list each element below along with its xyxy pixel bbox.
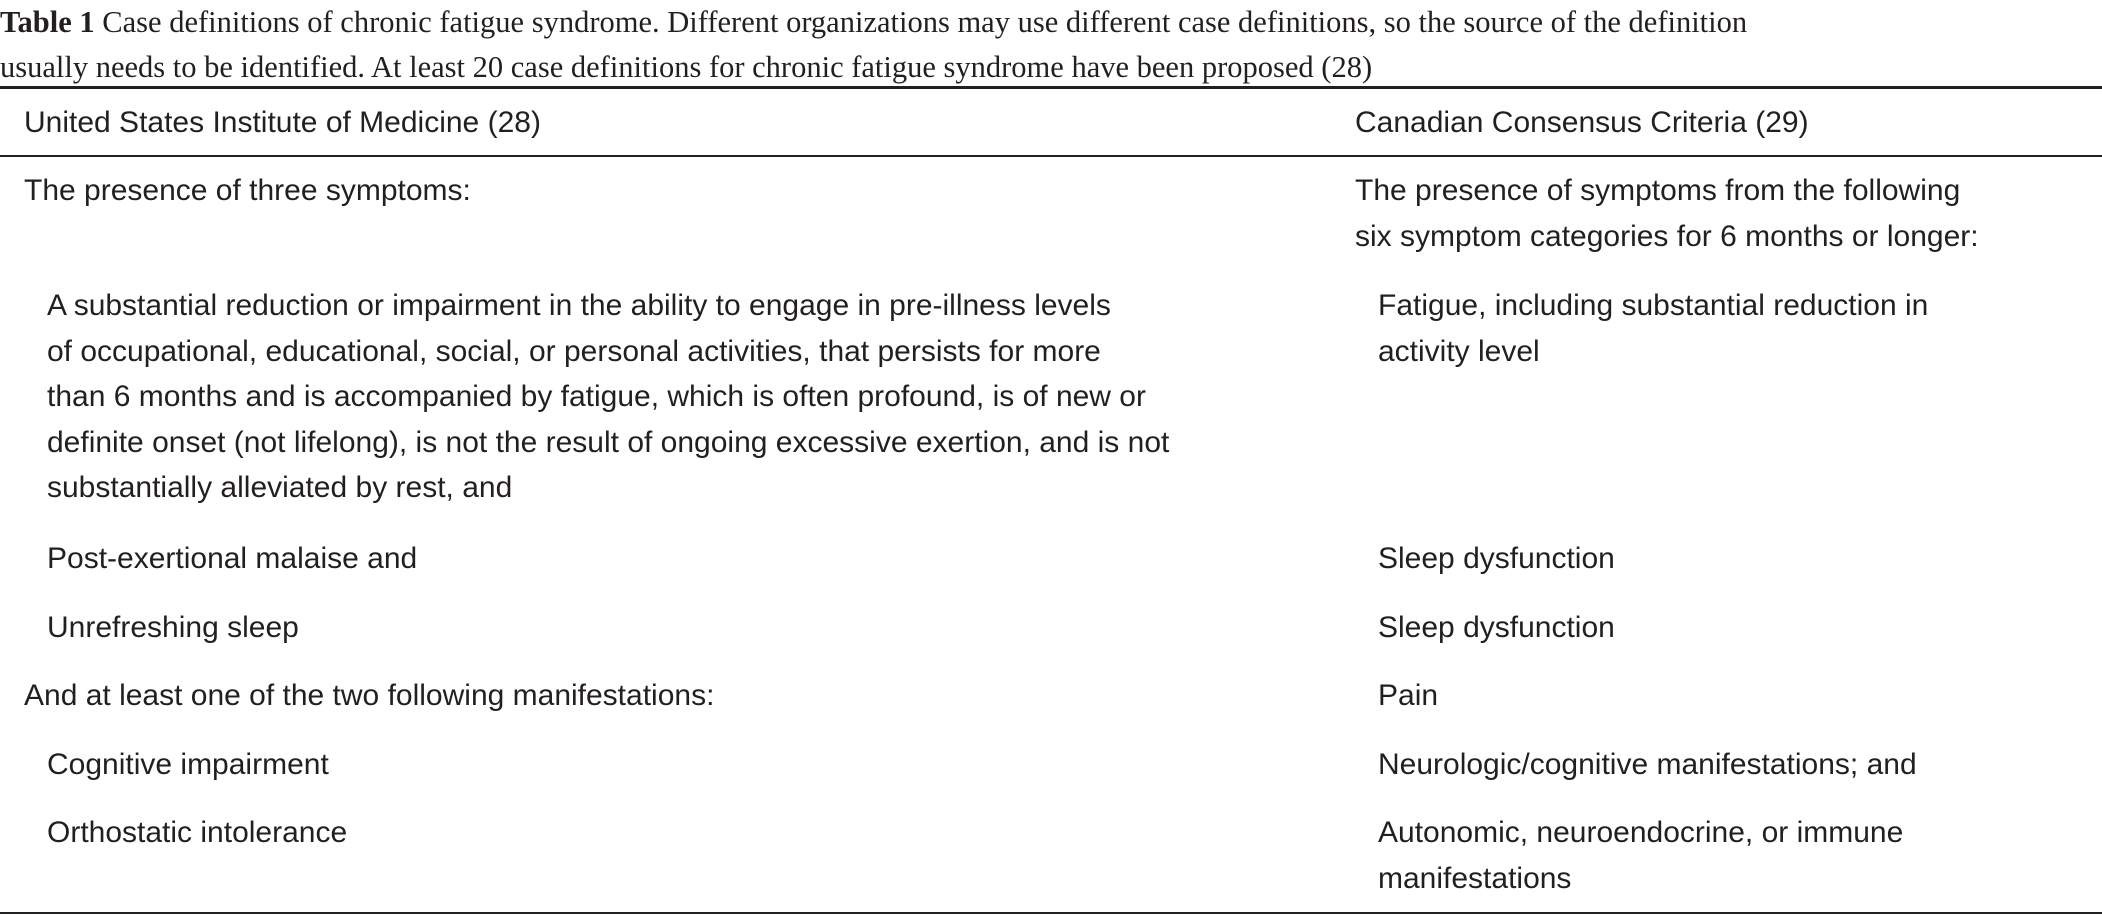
iom-item-reduction [47, 283, 1169, 511]
ccc-intro [1355, 168, 1979, 259]
ccc-item-neurologic: Neurologic/cognitive manifestations; and [1378, 748, 1917, 781]
iom-intro: The presence of three symptoms: [24, 174, 471, 207]
iom-item-post-exertional: Post-exertional malaise and [47, 542, 418, 575]
ccc-item-fatigue [1378, 283, 1928, 374]
iom-item-reduction-line: of occupational, educational, social, or personal activities, that persists for more [47, 334, 1101, 368]
iom-item-unrefreshing-sleep: Unrefreshing sleep [47, 611, 299, 644]
table-label: Table 1 [0, 5, 95, 39]
header-iom: United States Institute of Medicine (28) [24, 106, 541, 139]
ccc-item-pain: Pain [1378, 679, 1439, 712]
caption-line-1 [0, 0, 2102, 45]
ccc-item-fatigue-line: activity level [1378, 334, 1540, 368]
header-ccc: Canadian Consensus Criteria (29) [1355, 106, 1809, 139]
ccc-item-autonomic-line: manifestations [1378, 861, 1572, 895]
iom-item-reduction-line: A substantial reduction or impairment in the ability to engage in pre-illness levels [47, 289, 1111, 322]
ccc-intro-line: six symptom categories for 6 months or longer: [1355, 219, 1979, 253]
ccc-item-autonomic [1378, 810, 1903, 901]
ccc-item-fatigue-line: Fatigue, including substantial reduction in [1378, 289, 1929, 322]
caption-text-1: Case definitions of chronic fatigue syndrome. Different organizations may use different case definitions, so the source of the definition [94, 5, 1748, 39]
table-caption [0, 0, 2102, 90]
iom-item-orthostatic: Orthostatic intolerance [47, 816, 348, 849]
ccc-intro-line: The presence of symptoms from the following [1355, 174, 1961, 207]
ccc-item-sleep-2: Sleep dysfunction [1378, 611, 1615, 644]
ccc-item-autonomic-line: Autonomic, neuroendocrine, or immune [1378, 816, 1904, 849]
iom-item-reduction-line: definite onset (not lifelong), is not the result of ongoing excessive exertion, and is not [47, 425, 1170, 459]
iom-item-reduction-line: substantially alleviated by rest, and [47, 471, 513, 504]
caption-line-2: usually needs to be identified. At least 20 case definitions for chronic fatigue syndrome have been proposed (28) [0, 50, 1373, 84]
iom-item-reduction-line: than 6 months and is accompanied by fatigue, which is often profound, is of new or [47, 380, 1146, 413]
table-top-rule [0, 86, 2102, 89]
table-bottom-rule [0, 912, 2102, 914]
ccc-item-sleep-1: Sleep dysfunction [1378, 542, 1615, 575]
iom-item-cognitive: Cognitive impairment [47, 748, 329, 781]
iom-manifestations-intro: And at least one of the two following manifestations: [24, 679, 715, 712]
table-header-rule [0, 155, 2102, 157]
